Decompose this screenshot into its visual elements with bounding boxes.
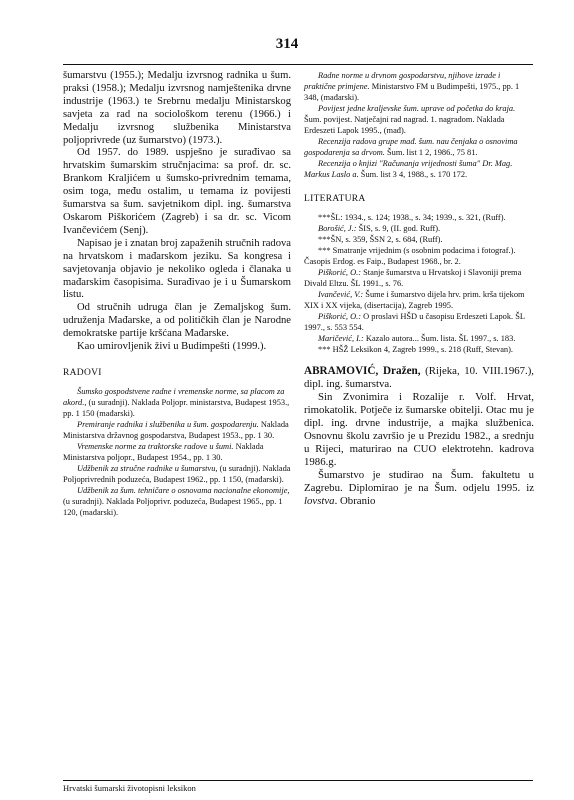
radovi-item bbox=[304, 103, 534, 136]
literature-item bbox=[304, 333, 534, 344]
right-column bbox=[304, 70, 534, 508]
lit-author: Piškorić, O.: bbox=[318, 312, 362, 321]
lit-text: ***ŠN, s. 359, ŠSN 2, s. 684, (Ruff). bbox=[318, 235, 443, 244]
lit-text: ***ŠL: 1934., s. 124; 1938., s. 34; 1939., s. 321, (Ruff). bbox=[318, 213, 506, 222]
running-footer: Hrvatski šumarski životopisni leksikon bbox=[63, 783, 196, 793]
bio-paragraph: Od stručnih udruga član je Zemaljskog šum. udruženja Mađarske, a od političkih član je Narodne demokratske partije kršćana Mađarske. bbox=[63, 302, 291, 340]
lit-author: Ivančević, V.: bbox=[318, 290, 364, 299]
work-title: Recenzija o knjizi "Računanja vrijednosti šuma" Dr. Mag. Markus Laslo a. bbox=[304, 159, 513, 179]
literature-item bbox=[304, 223, 534, 234]
lit-author: Maričević, I.: bbox=[318, 334, 364, 343]
radovi-heading: RADOVI bbox=[63, 367, 102, 378]
literatura-list bbox=[304, 212, 534, 355]
lit-text: Kazalo autora... Šum. lista. ŠL 1997., s. 183. bbox=[363, 334, 516, 343]
bio-paragraph: Napisao je i znatan broj zapaženih stručnih radova na hrvatskom i mađarskom jeziku. Sa kongresa i savjetovanja objavio je nekoliko ogleda i članaka u mađarskim časopisima. Surađivao je i u Šumarskom listu. bbox=[63, 237, 291, 301]
bio-paragraph: šumarstvu (1955.); Medalju izvrsnog radnika u šum. praksi (1958.); Medalju izvrsnog namještenika drvne industrije (1963.) te Srebrnu medalju Ministarskog savjeta za rad na sociološkom terenu (1966.) i Medalju izvrsnog službenika Ministarstva poljoprivrede (uz šumarstvo) (1973.). bbox=[63, 70, 291, 146]
radovi-item bbox=[63, 419, 291, 441]
lit-author: Borošić, J.: bbox=[318, 224, 357, 233]
radovi-list bbox=[63, 386, 291, 518]
work-title: Vremenske norme za traktorske radove u šumi. bbox=[77, 441, 234, 451]
literature-item bbox=[304, 344, 534, 355]
lit-text: *** HŠŽ Leksikon 4, Zagreb 1999., s. 218 (Ruff, Stevan). bbox=[318, 345, 514, 354]
lit-text: *** Smatranje vrijednim (s osobnim podacima i fotograf.). Časopis Erdog. es Faip., Budapest 1968., br. 2. bbox=[304, 246, 516, 266]
literature-item bbox=[304, 245, 534, 267]
lit-author: Piškorić, O.: bbox=[318, 268, 362, 277]
work-title: Povijest jedne kraljevske šum. uprave od početka do kraja. bbox=[318, 104, 516, 113]
radovi-item bbox=[304, 136, 534, 158]
work-details: (u suradnji). Naklada Poljoprivr. poduzeća, Budapest 1965., pp. 1 120, (mađarski). bbox=[63, 496, 283, 517]
literature-item bbox=[304, 234, 534, 245]
lit-text: Stanje šumarstva u Hrvatskoj i Slavoniji prema Divald Eltzu. ŠL 1991., s. 76. bbox=[304, 268, 522, 288]
work-details: Ministarstvo FM u Budimpešti, 1975., pp. 1 348, (mađarski). bbox=[304, 82, 520, 102]
work-details: Šum. list 1 2, 1986., 75 81. bbox=[384, 148, 478, 157]
literature-item bbox=[304, 311, 534, 333]
entry-italic-term: lovstva bbox=[304, 495, 335, 507]
work-title: Recenzija radova grupe mađ. šum. nau čenjaka o osnovima gospodarenja sa drvom. bbox=[304, 137, 518, 157]
work-details: Naklada Ministarstva poljopr., Budapest 1954., pp. 1 30. bbox=[63, 441, 264, 462]
work-title: Udžbenik za stručne radnike u šumarstvu, bbox=[77, 463, 218, 473]
lit-text: Šume i šumarstvo dijela hrv. prim. krša tijekom XIX i XX vijeka, (disertacija), Zagreb 1995. bbox=[304, 290, 525, 310]
entry-paragraph: Sin Zvonimira i Rozalije r. Volf. Hrvat, rimokatolik. Potječe iz šumarske obitelji. Otac mu je dipl. ing. drvne industrije, a majka službenica. Osnovnu školu završio je u Prezidu 1982., a srednju u Rijeci, maturirao na CUO elektrotehn. kadrova 1986.g. bbox=[304, 391, 534, 468]
work-title: Premiranje radnika i službenika u šum. gospodarenju. bbox=[77, 419, 259, 429]
lit-text: ŠIS, s. 9, (II. god. Ruff). bbox=[356, 224, 441, 233]
work-title: Šumsko gospodstvene radne i vremenske norme, sa placom za akord., bbox=[63, 386, 285, 407]
lexicon-entry-abramovic bbox=[304, 365, 534, 508]
entry-paragraph bbox=[304, 469, 534, 508]
radovi-item bbox=[63, 485, 291, 518]
biography-continuation bbox=[63, 70, 291, 354]
radovi-item bbox=[304, 70, 534, 103]
bottom-rule bbox=[63, 780, 533, 781]
entry-text-end: . Obranio bbox=[334, 495, 376, 507]
bio-paragraph: Od 1957. do 1989. uspješno je surađivao sa hrvatskim šumarskim stručnjacima: sa prof. dr. sc. Brankom Kraljićem u šumsko-privrednim temama, osim toga, među ostalim, u temama iz povijesti šumarstva sa šum. savjetnikom dipl. ing. šumarstva Oskarom Piškorićem (Zagreb) i sa dr. sc. Vicom Ivančevićem (Senj). bbox=[63, 147, 291, 236]
literature-item bbox=[304, 212, 534, 223]
work-details: Šum. povijest. Natječajni rad nagrad. 1. nagradom. Naklada Erdeszeti Lapok 1995., (mađ). bbox=[304, 115, 505, 135]
left-column bbox=[63, 70, 291, 518]
radovi-item bbox=[63, 386, 291, 419]
work-title: Radne norme u drvnom gospodarstvu, njihove izrade i praktične primjene. bbox=[304, 71, 501, 91]
radovi-item bbox=[304, 158, 534, 180]
lit-text: O proslavi HŠD u časopisu Erdeszeti Lapok. ŠL 1997., s. 553 554. bbox=[304, 312, 525, 332]
radovi-item bbox=[63, 463, 291, 485]
bio-paragraph: Kao umirovljenik živi u Budimpešti (1999.). bbox=[77, 341, 267, 353]
work-details: (u suradnji). Naklada Poljoprivrednih poduzeća, Budapest 1962., pp. 1 150, (mađarski). bbox=[63, 463, 291, 484]
radovi-continued bbox=[304, 70, 534, 180]
literature-item bbox=[304, 267, 534, 289]
page-number: 314 bbox=[275, 36, 299, 52]
entry-header-details: (Rijeka, 10. VIII.1967.), dipl. ing. šumarstva. bbox=[304, 365, 535, 390]
entry-headword: ABRAMOVIĆ, Dražen, bbox=[304, 365, 421, 377]
radovi-item bbox=[63, 441, 291, 463]
entry-text: Šumarstvo je studirao na Šum. fakultetu u Zagrebu. Diplomirao je na Šum. odjelu 1995. iz bbox=[304, 469, 534, 494]
literatura-heading: LITERATURA bbox=[304, 194, 366, 204]
literature-item bbox=[304, 289, 534, 311]
work-details: (u suradnji). Naklada Poljopr. ministarstva, Budapest 1953., pp. 1 150 (mađarski). bbox=[63, 397, 290, 418]
work-title: Udžbenik za šum. tehničare o osnovama nacionalne ekonomije, bbox=[77, 485, 290, 495]
work-details: Naklada Ministarstva državnog gospodarstva, Budapest 1953., pp. 1 30. bbox=[63, 419, 289, 440]
top-rule bbox=[63, 64, 533, 65]
work-details: Šum. list 3 4, 1988., s. 170 172. bbox=[358, 170, 468, 179]
